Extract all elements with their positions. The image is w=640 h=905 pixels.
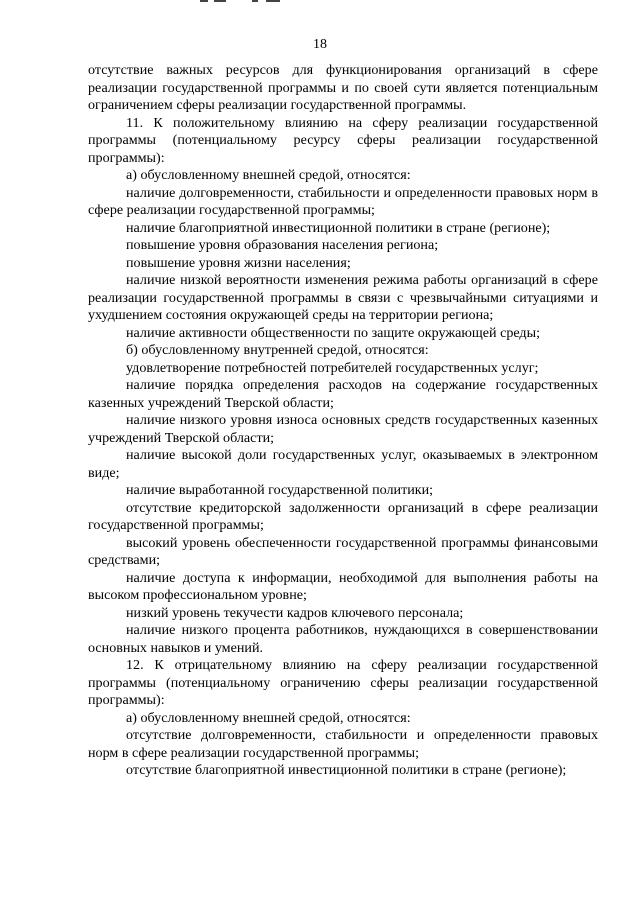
paragraph: удовлетворение потребностей потребителей государственных услуг; [126,359,539,376]
paragraph: б) обусловленному внутренней средой, относятся: [126,342,429,358]
paragraph: повышение уровня образования населения региона; [126,237,439,253]
paragraph: низкий уровень текучести кадров ключевого персонала; [126,604,464,621]
paragraph: отсутствие кредиторской задолженности организаций в сфере реализации государственной программы; [88,499,598,533]
paragraph: наличие активности общественности по защите окружающей среды; [126,324,540,341]
paragraph: наличие низкой вероятности изменения режима работы организаций в сфере реализации государственной программы в связи с чрезвычайными ситуациями и ухудшением состояния окружающей среды на территории региона; [88,272,598,323]
paragraph: наличие порядка определения расходов на содержание государственных казенных учреждений Тверской области; [88,377,598,411]
document-body [88,62,598,780]
paragraph: наличие благоприятной инвестиционной политики в стране (регионе); [126,219,551,236]
paragraph: наличие выработанной государственной политики; [126,482,434,498]
paragraph: повышение уровня жизни населения; [126,254,351,271]
page-number: 18 [313,37,327,52]
paragraph: а) обусловленному внешней средой, относятся: [126,709,411,726]
scan-artifact-marks [200,0,290,4]
paragraph: наличие долговременности, стабильности и определенности правовых норм в сфере реализации государственной программы; [88,184,598,218]
paragraph: наличие низкого уровня износа основных средств государственных казенных учреждений Тверской области; [88,412,598,446]
paragraph: отсутствие долговременности, стабильности и определенности правовых норм в сфере реализации государственной программы; [88,727,598,761]
paragraph: а) обусловленному внешней средой, относятся: [126,167,411,183]
paragraph: наличие доступа к информации, необходимой для выполнения работы на высоком профессиональном уровне; [88,569,598,603]
paragraph: отсутствие важных ресурсов для функционирования организаций в сфере реализации государственной программы и по своей сути является потенциальным ограничением сферы реализации государственной программы. [88,62,598,113]
paragraph: 12. К отрицательному влиянию на сферу реализации государственной программы (потенциальному ограничению сферы реализации государственной программы): [88,657,598,708]
paragraph: отсутствие благоприятной инвестиционной политики в стране (регионе); [126,762,567,778]
paragraph: 11. К положительному влиянию на сферу реализации государственной программы (потенциальному ресурсу сферы реализации государственной программы): [88,114,598,166]
paragraph: высокий уровень обеспеченности государственной программы финансовыми средствами; [88,534,598,568]
paragraph: наличие высокой доли государственных услуг, оказываемых в электронном виде; [88,447,598,481]
paragraph: наличие низкого процента работников, нуждающихся в совершенствовании основных навыков и умений. [88,622,598,656]
